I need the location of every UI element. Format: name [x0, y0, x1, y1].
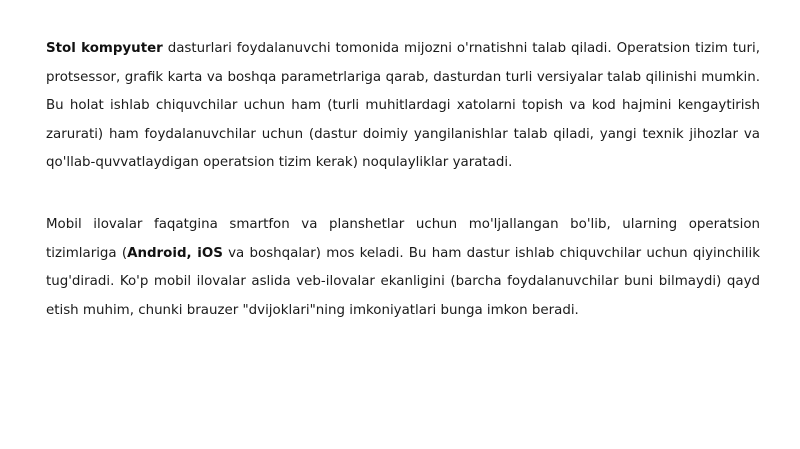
- paragraph-text-after: va boshqalar) mos keladi. Bu ham dastur ishlab chiquvchilar uchun qiyinchilik tug'diradi. Ko'p mobil ilovalar aslida veb-ilovalar ekanligini (barcha foydalanuvchilar buni bilmaydi) qayd etish muhim, chunki brauzer "dvijoklari"ning imkoniyatlari bunga imkon beradi.: [46, 245, 760, 318]
- paragraph-desktop-apps: [46, 35, 760, 178]
- bold-term-ios: iOS: [197, 245, 223, 261]
- bold-term-desktop: Stol kompyuter: [46, 41, 163, 56]
- bold-separator: ,: [186, 245, 198, 261]
- bold-term-android: Android: [127, 245, 187, 261]
- paragraph-mobile-apps: [46, 211, 760, 325]
- paragraph-text-before: Mobil ilovalar faqatgina smartfon va planshetlar uchun mo'ljallangan bo'lib, ularning operatsion tizimlariga (: [46, 217, 760, 261]
- paragraph-text: dasturlari foydalanuvchi tomonida mijozni o'rnatishni talab qiladi. Operatsion tizim turi, protsessor, grafik karta va boshqa parametrlariga qarab, dasturdan turli versiyalar talab qilinishi mumkin. Bu holat ishlab chiquvchilar uchun ham (turli muhitlardagi xatolarni topish va kod hajmini kengaytirish zarurati) ham foydalanuvchilar uchun (dastur doimiy yangilanishlar talab qiladi, yangi texnik jihozlar va qo'llab-quvvatlaydigan operatsion tizim kerak) noqulayliklar yaratadi.: [46, 41, 760, 170]
